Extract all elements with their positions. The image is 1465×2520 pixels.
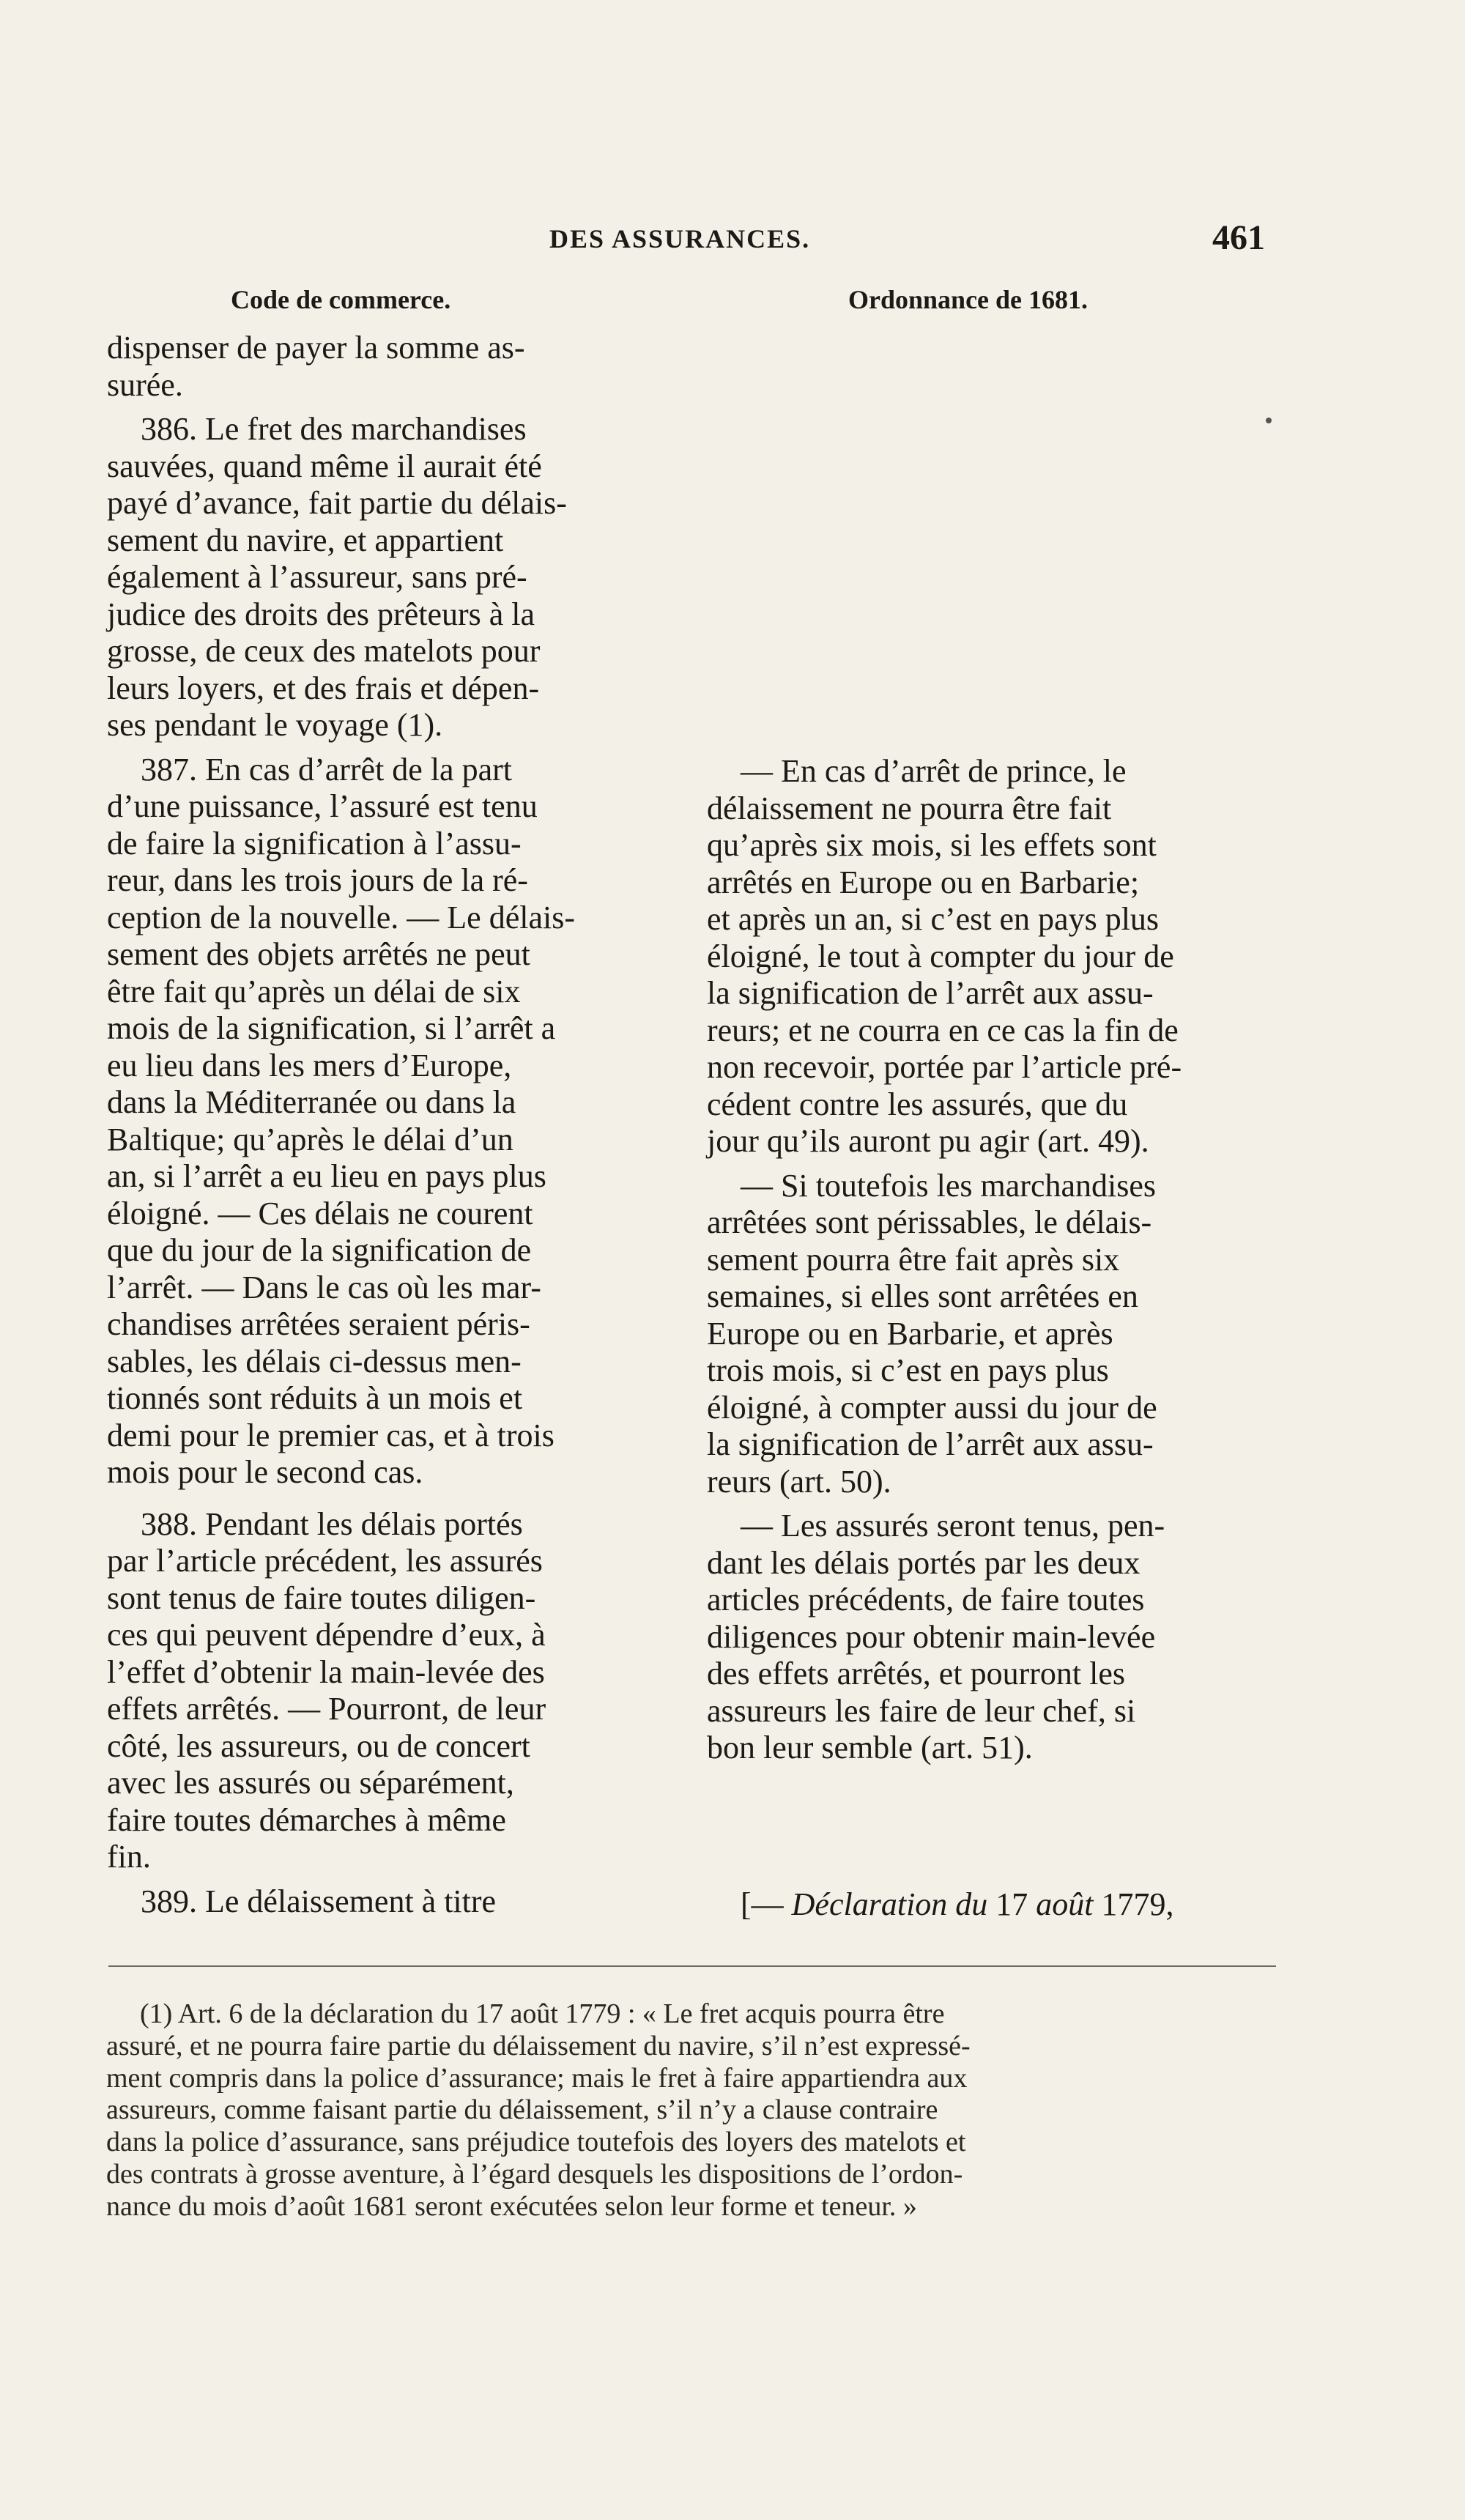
left-column-heading: Code de commerce.	[231, 285, 451, 314]
article-386: 386. Le fret des marchandises sauvées, quand même il aurait été payé d’avance, fait partie du délais- sement du navire, et appartient également à l’assureur, sans pré- judice des droits des prêteurs à la grosse, de ceux des matelots pour leurs loyers, et des frais et dépen- ses pendant le voyage (1).	[107, 411, 567, 743]
text-line: dispenser de payer la somme as-	[107, 330, 525, 366]
ordonnance-art-49: — En cas d’arrêt de prince, le délaissement ne pourra être fait qu’après six mois, si les effets sont arrêtés en Europe ou en Barbarie; et après un an, si c’est en pays plus éloigné, le tout à compter du jour de la signification de l’arrêt aux assu- reurs; et ne courra en ce cas la fin de non recevoir, portée par l’article pré- cédent contre les assurés, que du jour qu’ils auront pu agir (art. 49).	[707, 753, 1182, 1159]
text-line: surée.	[107, 366, 183, 403]
page-number: 461	[1212, 218, 1265, 257]
left-column	[107, 330, 672, 1920]
paragraph-continuation	[107, 330, 672, 404]
article-389: 389. Le délaissement à titre	[141, 1883, 497, 1919]
right-column-heading: Ordonnance de 1681.	[848, 285, 1088, 314]
declaration-line: [— Déclaration du 17 août 1779,	[741, 1886, 1174, 1922]
ordonnance-art-50: — Si toutefois les marchandises arrêtées sont périssables, le délais- sement pourra être fait après six semaines, si elles sont arrêtées en Europe ou en Barbarie, et après trois mois, si c’est en pays plus éloigné, à compter aussi du jour de la signification de l’arrêt aux assu- reurs (art. 50).	[707, 1167, 1157, 1500]
ink-speck	[1266, 418, 1272, 423]
article-388: 388. Pendant les délais portés par l’article précédent, les assurés sont tenus de faire toutes diligen- ces qui peuvent dépendre d’eux, à l’effet d’obtenir la main-levée des effets arrêtés. — Pourront, de leur côté, les assureurs, ou de concert avec les assurés ou séparément, faire toutes démarches à même fin.	[107, 1505, 546, 1875]
footnote-separator	[108, 1965, 1276, 1967]
running-title: DES ASSURANCES.	[549, 224, 811, 253]
running-head	[0, 218, 1465, 267]
footnote: (1) Art. 6 de la déclaration du 17 août 1779 : « Le fret acquis pourra être assuré, et ne pourra faire partie du délaissement du navire, s’il n’est expressé- ment compris dans la police d’assurance; mais le fret à faire appartiendra aux assureurs, comme faisant partie du délaissement, s’il n’y a clause contraire dans la police d’assurance, sans préjudice toutefois des loyers des matelots et des contrats à grosse aventure, à l’égard desquels les dispositions de l’ordon- nance du mois d’août 1681 seront exécutées selon leur forme et teneur. »	[106, 1998, 971, 2222]
ordonnance-art-51: — Les assurés seront tenus, pen- dant les délais portés par les deux articles précédents, de faire toutes diligences pour obtenir main-levée des effets arrêtés, et pourront les assureurs les faire de leur chef, si bon leur semble (art. 51).	[707, 1508, 1165, 1765]
article-387: 387. En cas d’arrêt de la part d’une puissance, l’assuré est tenu de faire la signification à l’assu- reur, dans les trois jours de la ré- ception de la nouvelle. — Le délais- sement des objets arrêtés ne peut être fait qu’après un délai de six mois de la signification, si l’arrêt a eu lieu dans les mers d’Europe, dans la Méditerranée ou dans la Baltique; qu’après le délai d’un an, si l’arrêt a eu lieu en pays plus éloigné. — Ces délais ne courent que du jour de la signification de l’arrêt. — Dans le cas où les mar- chandises arrêtées seraient péris- sables, les délais ci-dessus men- tionnés sont réduits à un mois et demi pour le premier cas, et à trois mois pour le second cas.	[107, 751, 575, 1490]
right-column	[707, 753, 1280, 1767]
